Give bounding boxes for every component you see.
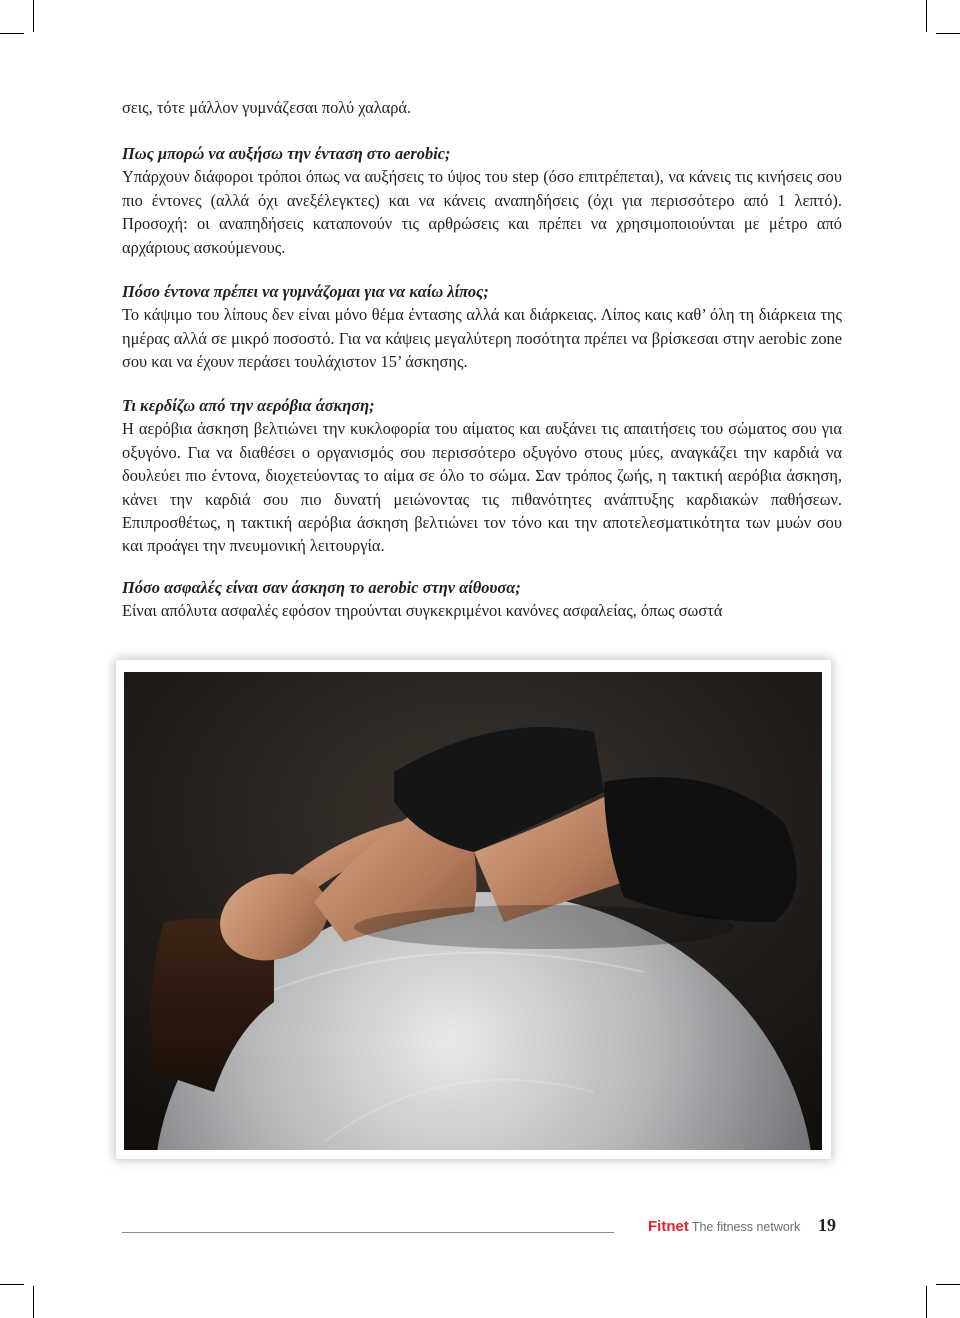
section-safety: [122, 576, 842, 623]
brand-name: Fitnet: [648, 1218, 689, 1235]
crop-mark-top-left-vertical: [33, 0, 34, 32]
brand-tagline: The fitness network: [691, 1220, 801, 1234]
crop-mark-top-left-horizontal: [0, 33, 24, 34]
crop-mark-bottom-right-vertical: [926, 1286, 927, 1318]
section-intensity: [122, 142, 842, 259]
section-heading: Πόσο έντονα πρέπει να γυμνάζομαι για να καίω λίπος;: [122, 282, 489, 301]
section-body: Η αερόβια άσκηση βελτιώνει την κυκλοφορία του αίματος και αυξάνει τις απαιτήσεις του σώματος σου για οξυγόνο. Για να διαθέσει ο οργανισμός σου περισσότερο οξυγόνο στους μύες, αναγκάζει την καρδιά να δουλεύει πιο έντονα, διοχετεύοντας το αίμα σε όλο το σώμα. Σαν τρόπος ζωής, η τακτική αερόβια άσκηση, κάνει την καρδιά σου πιο δυνατή μειώνοντας τις πιθανότητες ανάπτυξης καρδιακών παθήσεων. Επιπροσθέτως, η τακτική αερόβια άσκηση βελτιώνει τον τόνο και την αποτελεσματικότητα των μυών σου και προάγει την πνευμονική λειτουργία.: [122, 419, 842, 556]
footer-rule: [122, 1232, 614, 1233]
section-body: Το κάψιμο του λίπους δεν είναι μόνο θέμα έντασης αλλά και διάρκειας. Λίπος καις καθ’ όλη τη διάρκεια της ημέρας αλλά σε μικρό ποσοστό. Για να κάψεις μεγαλύτερη ποσότητα πρέπει να βρίσκεσαι στην aerobic zone σου και να έχουν περάσει τουλάχιστον 15’ άσκησης.: [122, 305, 842, 372]
section-heading: Πως μπορώ να αυξήσω την ένταση στο aerobic;: [122, 144, 451, 163]
crop-mark-bottom-right-horizontal: [936, 1284, 960, 1285]
footer-brand: [648, 1218, 800, 1235]
exercise-ball-illustration: [124, 672, 822, 1150]
page-number: 19: [818, 1215, 836, 1235]
body-shadow: [354, 905, 734, 949]
section-heading: Τι κερδίζω από την αερόβια άσκηση;: [122, 396, 375, 415]
photo-frame: [116, 660, 831, 1159]
section-fat-burning: [122, 280, 842, 374]
crop-mark-top-right-horizontal: [936, 33, 960, 34]
section-heading: Πόσο ασφαλές είναι σαν άσκηση το aerobic στην αίθουσα;: [122, 578, 521, 597]
section-body: Υπάρχουν διάφοροι τρόποι όπως να αυξήσεις το ύψος του step (όσο επιτρέπεται), να κάνεις τις κινήσεις σου πιο έντονες (αλλά όχι ανεξέλεγκτες) και να κάνεις αναπηδήσεις (όχι για περισσότερο από 1 λεπτό). Προσοχή: οι αναπηδήσεις καταπονούν τις αρθρώσεις και πρέπει να χρησιμοποιούνται με μέτρο από αρχάριους ασκούμενους.: [122, 167, 842, 257]
crop-mark-bottom-left-horizontal: [0, 1284, 24, 1285]
exercise-ball-photo: [124, 672, 822, 1150]
intro-line: σεις, τότε μάλλον γυμνάζεσαι πολύ χαλαρά.: [122, 98, 412, 117]
section-body: Είναι απόλυτα ασφαλές εφόσον τηρούνται συγκεκριμένοι κανόνες ασφαλείας, όπως σωστά: [122, 601, 723, 621]
section-aerobic-benefits: [122, 394, 842, 558]
crop-mark-bottom-left-vertical: [33, 1286, 34, 1318]
crop-mark-top-right-vertical: [926, 0, 927, 32]
